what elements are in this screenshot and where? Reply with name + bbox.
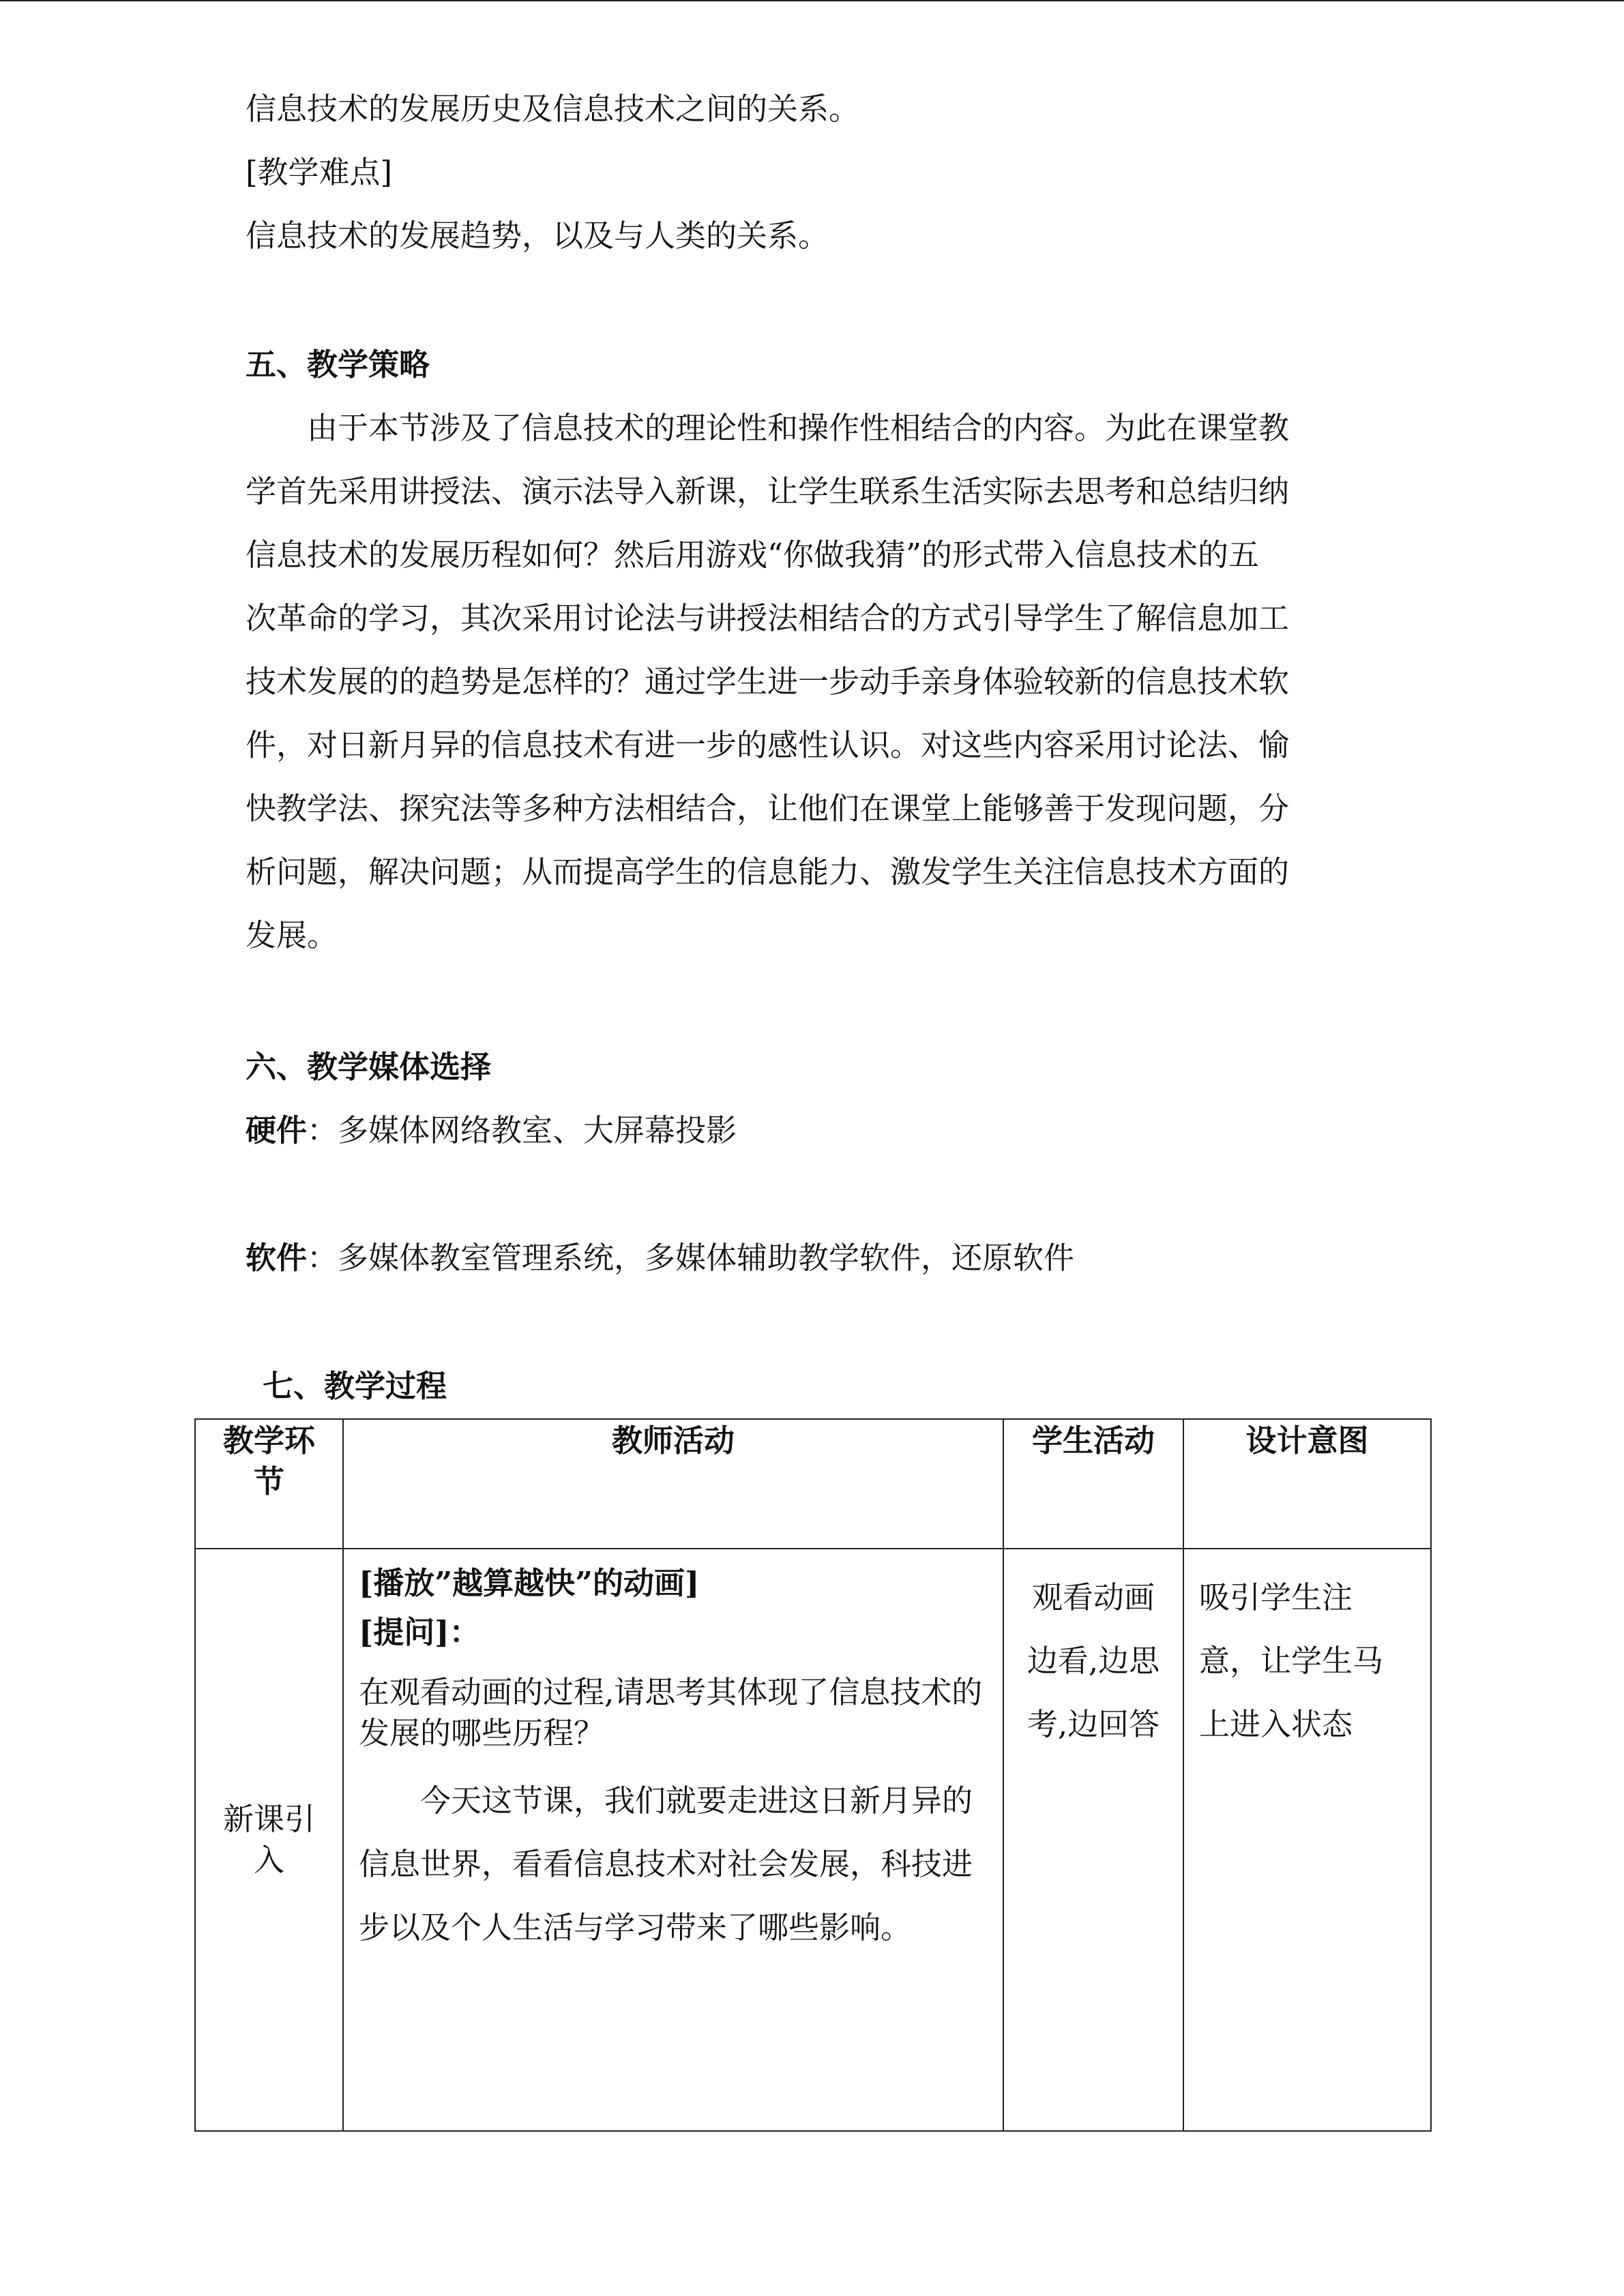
student-line: 考,边回答 — [1027, 1706, 1160, 1742]
strategy-line: 由于本节涉及了信息技术的理论性和操作性相结合的内容。为此在课堂教 — [307, 410, 1290, 446]
software-text: ：多媒体教室管理系统，多媒体辅助教学软件，还原软件 — [307, 1240, 1075, 1276]
student-line: 观看动画 — [1031, 1579, 1155, 1615]
header-intent: 设计意图 — [1183, 1419, 1431, 1549]
teaching-process-table — [194, 1418, 1432, 2132]
teacher-action: [播放”越算越快”的动画] — [359, 1565, 700, 1601]
teacher-question: 在观看动画的过程,请思考其体现了信息技术的发展的哪些历程？ — [359, 1674, 983, 1751]
table-header-row — [195, 1419, 1431, 1549]
intent-line: 意，让学生马 — [1199, 1643, 1384, 1679]
teacher-activity-cell — [343, 1549, 1003, 2131]
stage-line: 入 — [253, 1842, 284, 1878]
section-7-title: 七、教学过程 — [263, 1368, 447, 1404]
intent-line: 吸引学生注 — [1199, 1579, 1353, 1615]
student-activity-cell — [1003, 1549, 1183, 2131]
header-stage — [195, 1419, 343, 1549]
hardware-line — [246, 1110, 737, 1151]
hardware-label: 硬件 — [246, 1112, 308, 1148]
hardware-text: ：多媒体网络教室、大屏幕投影 — [307, 1112, 737, 1148]
difficulty-text: 信息技术的发展趋势，以及与人类的关系。 — [246, 218, 829, 254]
teacher-intro: 今天这节课，我们就要走进这日新月异的信息世界，看看信息技术对社会发展，科技进步以及个人生活与学习带来了哪些影响。 — [359, 1783, 973, 1945]
text-line: 信息技术的发展历史及信息技术之间的关系。 — [246, 91, 860, 127]
section-5-title: 五、教学策略 — [246, 346, 430, 383]
teacher-question-label: [提问]： — [359, 1614, 480, 1650]
software-label: 软件 — [246, 1240, 308, 1276]
page-top-border — [0, 0, 1624, 1]
difficulty-heading: [教学难点] — [246, 154, 393, 190]
strategy-line: 快教学法、探究法等多种方法相结合，让他们在课堂上能够善于发现问题，分 — [246, 790, 1290, 826]
design-intent-cell — [1183, 1549, 1431, 2131]
stage-cell — [195, 1549, 343, 2131]
strategy-line: 发展。 — [246, 917, 338, 953]
section-6-title: 六、教学媒体选择 — [246, 1049, 492, 1085]
header-student: 学生活动 — [1003, 1419, 1183, 1549]
intent-line: 上进入状态 — [1199, 1706, 1353, 1742]
header-stage-line: 教学环 — [222, 1422, 315, 1459]
header-stage-line: 节 — [253, 1463, 284, 1500]
table-row — [195, 1549, 1431, 2131]
strategy-line: 学首先采用讲授法、演示法导入新课，让学生联系生活实际去思考和总结归纳 — [246, 473, 1290, 509]
strategy-line: 技术发展的的趋势是怎样的？通过学生进一步动手亲身体验较新的信息技术软 — [246, 664, 1290, 700]
student-line: 边看,边思 — [1027, 1643, 1160, 1679]
strategy-line: 信息技术的发展历程如何？然后用游戏“你做我猜”的形式带入信息技术的五 — [246, 537, 1260, 573]
software-line — [246, 1238, 1074, 1279]
strategy-line: 次革命的学习，其次采用讨论法与讲授法相结合的方式引导学生了解信息加工 — [246, 600, 1290, 636]
header-teacher: 教师活动 — [343, 1419, 1003, 1549]
stage-line: 新课引 — [222, 1801, 315, 1837]
strategy-line: 析问题，解决问题；从而提高学生的信息能力、激发学生关注信息技术方面的 — [246, 854, 1290, 890]
strategy-line: 件，对日新月异的信息技术有进一步的感性认识。对这些内容采用讨论法、愉 — [246, 727, 1290, 763]
